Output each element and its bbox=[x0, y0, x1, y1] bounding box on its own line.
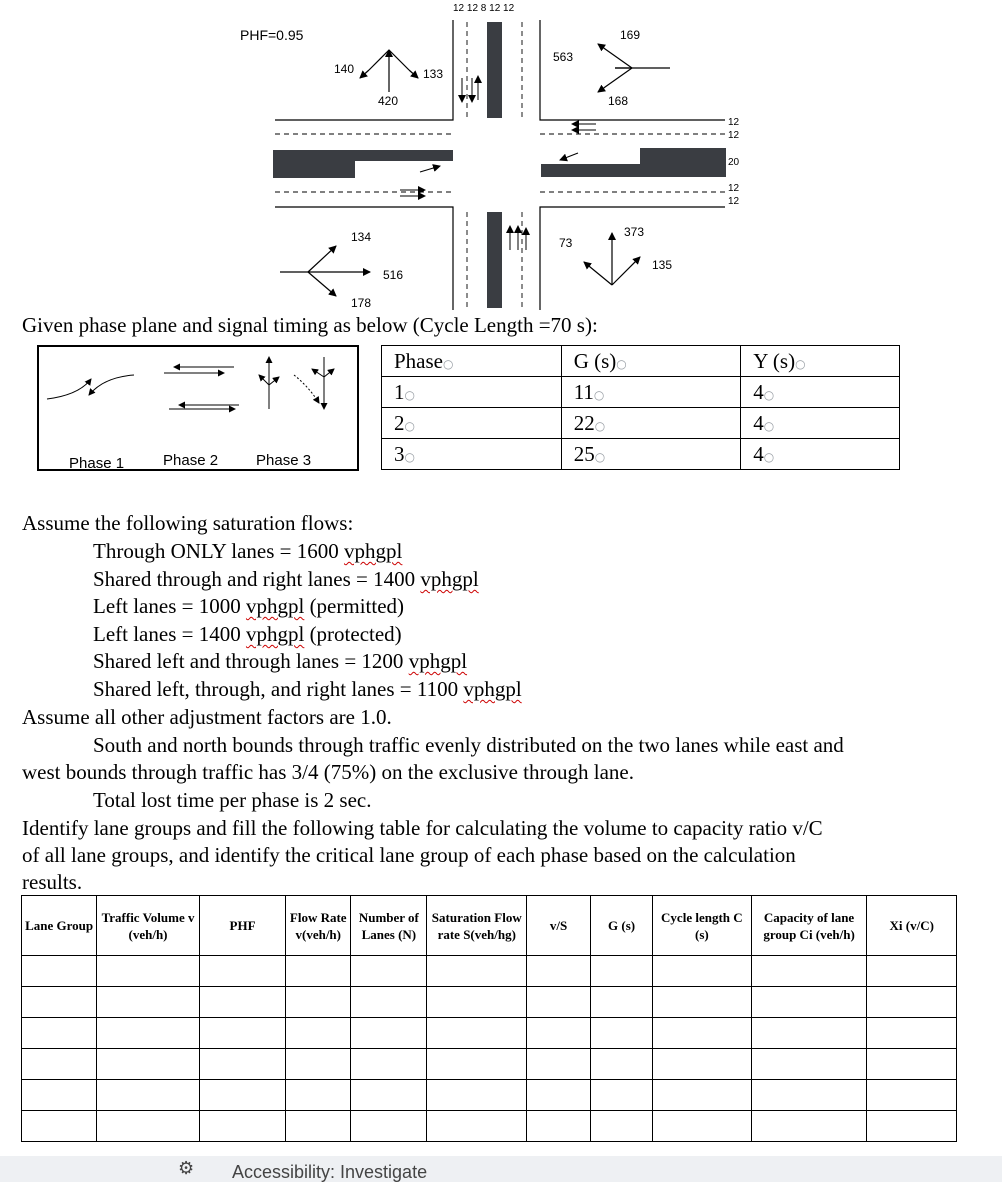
saturation-item: Shared through and right lanes = 1400 vphgpl bbox=[93, 567, 479, 591]
col-phf: PHF bbox=[199, 896, 285, 956]
col-capacity: Capacity of lane group Ci (veh/h) bbox=[751, 896, 867, 956]
status-bar bbox=[0, 1156, 1002, 1182]
lost-time-text: Total lost time per phase is 2 sec. bbox=[93, 788, 372, 812]
lane-width-4: 12 bbox=[728, 183, 740, 194]
table-cell[interactable] bbox=[653, 1111, 752, 1142]
table-cell[interactable] bbox=[97, 1111, 200, 1142]
volume-134: 134 bbox=[351, 230, 372, 244]
timing-header-row: Phase○ G (s)○ Y (s)○ bbox=[382, 346, 900, 377]
table-cell[interactable] bbox=[527, 1049, 591, 1080]
table-cell[interactable] bbox=[751, 1018, 867, 1049]
volume-133: 133 bbox=[423, 67, 444, 81]
saturation-item: Shared left, through, and right lanes = 1100 vphgpl bbox=[93, 677, 522, 701]
volume-135: 135 bbox=[652, 258, 673, 272]
table-cell[interactable] bbox=[97, 1080, 200, 1111]
table-cell[interactable] bbox=[591, 987, 653, 1018]
table-cell[interactable] bbox=[591, 1018, 653, 1049]
table-cell[interactable] bbox=[751, 987, 867, 1018]
accessibility-icon[interactable]: ⚙ bbox=[178, 1158, 195, 1178]
table-cell[interactable] bbox=[867, 1018, 957, 1049]
col-traffic-volume: Traffic Volume v (veh/h) bbox=[97, 896, 200, 956]
table-cell[interactable] bbox=[591, 1111, 653, 1142]
col-cycle-length: Cycle length C (s) bbox=[653, 896, 752, 956]
table-cell[interactable] bbox=[22, 1049, 97, 1080]
table-cell[interactable] bbox=[199, 1080, 285, 1111]
table-cell[interactable] bbox=[351, 1080, 427, 1111]
table-cell[interactable] bbox=[427, 1111, 527, 1142]
table-cell[interactable] bbox=[751, 1049, 867, 1080]
table-cell[interactable] bbox=[351, 1111, 427, 1142]
phase-diagram-box bbox=[37, 345, 359, 471]
lane-width-1: 12 bbox=[728, 117, 740, 128]
timing-row: 3○ 25○ 4○ bbox=[382, 439, 900, 470]
saturation-item: Shared left and through lanes = 1200 vphgpl bbox=[93, 649, 468, 673]
table-cell[interactable] bbox=[867, 1111, 957, 1142]
volume-140: 140 bbox=[334, 62, 355, 76]
saturation-intro: Assume the following saturation flows: bbox=[22, 511, 354, 535]
table-cell[interactable] bbox=[286, 1111, 351, 1142]
table-cell[interactable] bbox=[22, 1111, 97, 1142]
col-number-of-lanes: Number of Lanes (N) bbox=[351, 896, 427, 956]
table-cell[interactable] bbox=[427, 956, 527, 987]
table-cell[interactable] bbox=[286, 987, 351, 1018]
table-cell[interactable] bbox=[653, 1080, 752, 1111]
table-row bbox=[22, 1080, 957, 1111]
phf-label: PHF=0.95 bbox=[240, 27, 304, 43]
table-cell[interactable] bbox=[286, 1049, 351, 1080]
col-x-ratio: Xi (v/C) bbox=[867, 896, 957, 956]
table-row bbox=[22, 1049, 957, 1080]
table-cell[interactable] bbox=[751, 956, 867, 987]
col-lane-group: Lane Group bbox=[22, 896, 97, 956]
timing-table bbox=[381, 345, 900, 470]
table-cell[interactable] bbox=[97, 956, 200, 987]
intersection-diagram bbox=[0, 0, 1002, 320]
table-cell[interactable] bbox=[22, 1018, 97, 1049]
table-cell[interactable] bbox=[751, 1080, 867, 1111]
table-cell[interactable] bbox=[527, 1018, 591, 1049]
saturation-item: Through ONLY lanes = 1600 vphgpl bbox=[93, 539, 403, 563]
task-line-2: of all lane groups, and identify the critical lane group of each phase based on the calculation bbox=[22, 843, 796, 867]
volume-563: 563 bbox=[553, 50, 574, 64]
table-cell[interactable] bbox=[286, 1080, 351, 1111]
phase-1-label: Phase 1 bbox=[69, 455, 125, 472]
volume-516: 516 bbox=[383, 268, 404, 282]
volume-168: 168 bbox=[608, 94, 629, 108]
task-line-3: results. bbox=[22, 870, 83, 894]
lane-width-3: 20 bbox=[728, 157, 740, 168]
table-cell[interactable] bbox=[867, 1080, 957, 1111]
table-cell[interactable] bbox=[527, 1080, 591, 1111]
accessibility-status[interactable]: Accessibility: Investigate bbox=[232, 1162, 428, 1182]
table-cell[interactable] bbox=[97, 987, 200, 1018]
table-cell[interactable] bbox=[653, 987, 752, 1018]
timing-row: 1○ 11○ 4○ bbox=[382, 377, 900, 408]
table-cell[interactable] bbox=[751, 1111, 867, 1142]
table-cell[interactable] bbox=[427, 1049, 527, 1080]
table-cell[interactable] bbox=[199, 956, 285, 987]
col-v-over-s: v/S bbox=[527, 896, 591, 956]
col-flow-rate: Flow Rate v(veh/h) bbox=[286, 896, 351, 956]
col-green-time: G (s) bbox=[591, 896, 653, 956]
table-cell[interactable] bbox=[22, 1080, 97, 1111]
volume-373: 373 bbox=[624, 225, 645, 239]
timing-row: 2○ 22○ 4○ bbox=[382, 408, 900, 439]
table-cell[interactable] bbox=[97, 1018, 200, 1049]
table-row bbox=[22, 956, 957, 987]
lane-width-2: 12 bbox=[728, 130, 740, 141]
table-cell[interactable] bbox=[527, 1111, 591, 1142]
table-cell[interactable] bbox=[527, 987, 591, 1018]
distribution-text-1: South and north bounds through traffic evenly distributed on the two lanes while east and bbox=[93, 733, 844, 757]
table-cell[interactable] bbox=[199, 1018, 285, 1049]
table-cell[interactable] bbox=[22, 987, 97, 1018]
table-cell[interactable] bbox=[427, 1080, 527, 1111]
table-cell[interactable] bbox=[351, 1018, 427, 1049]
table-cell[interactable] bbox=[867, 1049, 957, 1080]
phase-2-label: Phase 2 bbox=[163, 452, 219, 469]
saturation-item: Left lanes = 1400 vphgpl (protected) bbox=[93, 622, 402, 646]
calculation-table bbox=[21, 895, 957, 1142]
col-saturation-flow: Saturation Flow rate S(veh/hg) bbox=[427, 896, 527, 956]
table-cell[interactable] bbox=[97, 1049, 200, 1080]
distribution-text-2: west bounds through traffic has 3/4 (75%) on the exclusive through lane. bbox=[22, 760, 634, 784]
adjustment-text: Assume all other adjustment factors are 1.0. bbox=[22, 705, 392, 729]
table-cell[interactable] bbox=[591, 956, 653, 987]
volume-178: 178 bbox=[351, 296, 372, 310]
table-cell[interactable] bbox=[351, 956, 427, 987]
table-row bbox=[22, 1018, 957, 1049]
volume-73: 73 bbox=[559, 236, 573, 250]
table-cell[interactable] bbox=[591, 1049, 653, 1080]
phase-3-label: Phase 3 bbox=[256, 452, 312, 469]
table-cell[interactable] bbox=[427, 1018, 527, 1049]
table-row bbox=[22, 987, 957, 1018]
table-cell[interactable] bbox=[351, 1049, 427, 1080]
table-cell[interactable] bbox=[199, 1111, 285, 1142]
table-cell[interactable] bbox=[199, 1049, 285, 1080]
table-cell[interactable] bbox=[867, 987, 957, 1018]
intro-text: Given phase plane and signal timing as below (Cycle Length =70 s): bbox=[22, 313, 598, 337]
table-cell[interactable] bbox=[653, 956, 752, 987]
volume-169: 169 bbox=[620, 28, 641, 42]
table-cell[interactable] bbox=[199, 987, 285, 1018]
table-cell[interactable] bbox=[427, 987, 527, 1018]
volume-420: 420 bbox=[378, 94, 399, 108]
calc-header-row bbox=[22, 896, 957, 956]
lane-width-5: 12 bbox=[728, 196, 740, 207]
table-cell[interactable] bbox=[286, 956, 351, 987]
table-cell[interactable] bbox=[591, 1080, 653, 1111]
task-line-1: Identify lane groups and fill the following table for calculating the volume to capacity ratio v/C bbox=[22, 816, 823, 840]
phase-arrows bbox=[39, 347, 357, 447]
table-cell[interactable] bbox=[22, 956, 97, 987]
table-row bbox=[22, 1111, 957, 1142]
north-lane-widths: 12 12 8 12 12 bbox=[453, 3, 515, 14]
table-cell[interactable] bbox=[867, 956, 957, 987]
saturation-item: Left lanes = 1000 vphgpl (permitted) bbox=[93, 594, 405, 618]
table-cell[interactable] bbox=[527, 956, 591, 987]
table-cell[interactable] bbox=[653, 1018, 752, 1049]
table-cell[interactable] bbox=[653, 1049, 752, 1080]
table-cell[interactable] bbox=[351, 987, 427, 1018]
table-cell[interactable] bbox=[286, 1018, 351, 1049]
